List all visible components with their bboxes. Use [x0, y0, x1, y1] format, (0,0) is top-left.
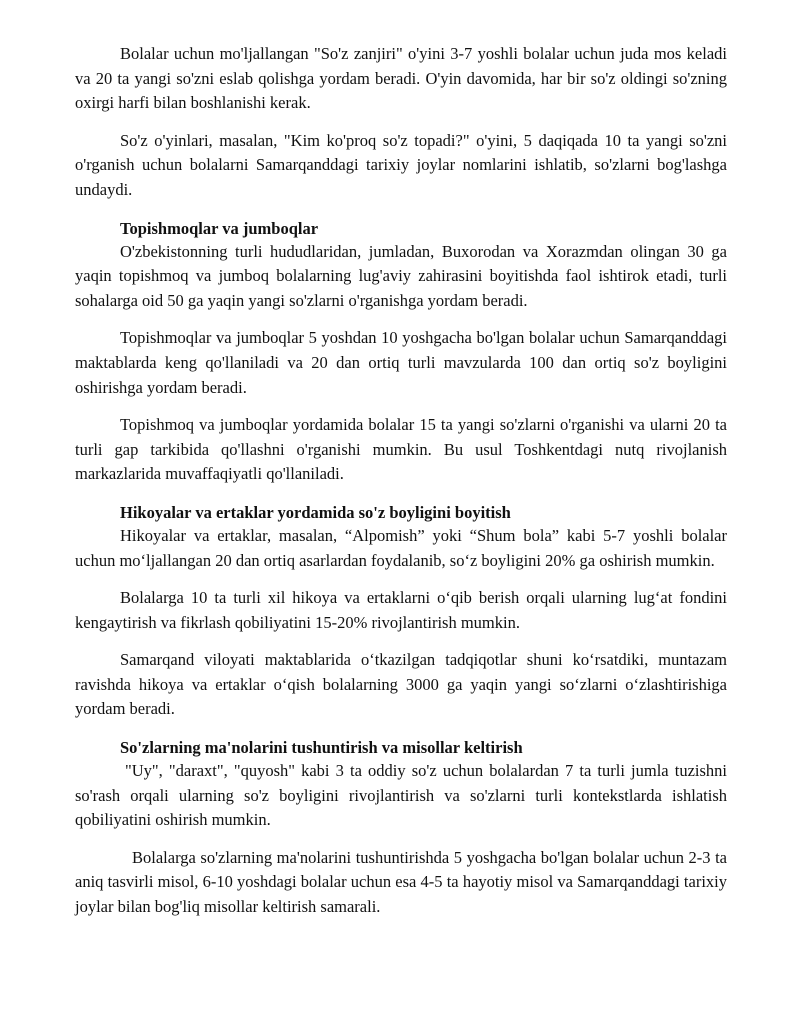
paragraph: Topishmoq va jumboqlar yordamida bolalar 15 ta yangi so'zlarni o'rganishi va ularni 20 ta turli gap tarkibida qo'llashni o'rganishi mumkin. Bu usul Toshkentdagi nutq rivojlanish markazlarida muvaffaqiyatli qo'llaniladi.	[75, 415, 727, 484]
paragraph: "Uy", "daraxt", "quyosh" kabi 3 ta oddiy so'z uchun bolalardan 7 ta turli jumla tuzishni so'rash orqali ularning so'z boyligini rivojlantirish va so'zlarni turli kontekstlarda ishlatish qobiliyatini oshirish mumkin.	[75, 761, 727, 830]
paragraph: Hikoyalar va ertaklar, masalan, “Alpomish” yoki “Shum bola” kabi 5-7 yoshli bolalar uchun mo‘ljallangan 20 dan ortiq asarlardan foydalanib, so‘z boyligini 20% ga oshirish mumkin.	[75, 525, 727, 570]
section-heading: Hikoyalar va ertaklar yordamida so'z boyligini boyitish	[120, 502, 511, 522]
paragraph: O'zbekistonning turli hududlaridan, jumladan, Buxorodan va Xorazmdan olingan 30 ga yaqin topishmoq va jumboq bolalarning lug'aviy zahirasini boyitishda faol ishtirok etadi, turli sohalarga oid 50 ga yaqin yangi so'zlarni o'rganishga yordam beradi.	[75, 241, 727, 310]
section-heading: Topishmoqlar va jumboqlar	[120, 218, 319, 238]
paragraph: Topishmoqlar va jumboqlar 5 yoshdan 10 yoshgacha bo'lgan bolalar uchun Samarqanddagi maktablarda keng qo'llaniladi va 20 dan ortiq turli mavzularda 100 dan ortiq so'z boyligini oshirishga yordam beradi.	[75, 328, 727, 397]
paragraph: So'z o'yinlari, masalan, "Kim ko'proq so'z topadi?" o'yini, 5 daqiqada 10 ta yangi so'zni o'rganish uchun bolalarni Samarqanddagi tarixiy joylar nomlarini ishlatib, so'zlarni bog'lashga undaydi.	[75, 130, 727, 199]
paragraph: Samarqand viloyati maktablarida o‘tkazilgan tadqiqotlar shuni ko‘rsatdiki, muntazam ravishda hikoya va ertaklar o‘qish bolalarning 3000 ga yaqin yangi so‘zlarni o‘zlashtirishiga yordam beradi.	[75, 650, 727, 719]
paragraph: Bolalar uchun mo'ljallangan "So'z zanjiri" o'yini 3-7 yoshli bolalar uchun juda mos keladi va 20 ta yangi so'zni eslab qolishga yordam beradi. O'yin davomida, har bir so'z oldingi so'zning oxirgi harfi bilan boshlanishi kerak.	[75, 44, 727, 113]
paragraph: Bolalarga so'zlarning ma'nolarini tushuntirishda 5 yoshgacha bo'lgan bolalar uchun 2-3 ta aniq tasvirli misol, 6-10 yoshdagi bolalar uchun esa 4-5 ta hayotiy misol va Samarqanddagi tarixiy joylar bilan bog'liq misollar keltirish samarali.	[75, 847, 727, 917]
section-heading: So'zlarning ma'nolarini tushuntirish va misollar keltirish	[120, 738, 523, 758]
document-page	[75, 42, 727, 920]
paragraph: Bolalarga 10 ta turli xil hikoya va ertaklarni o‘qib berish orqali ularning lug‘at fondini kengaytirish va fikrlash qobiliyatini 15-20% rivojlantirish mumkin.	[75, 588, 727, 632]
